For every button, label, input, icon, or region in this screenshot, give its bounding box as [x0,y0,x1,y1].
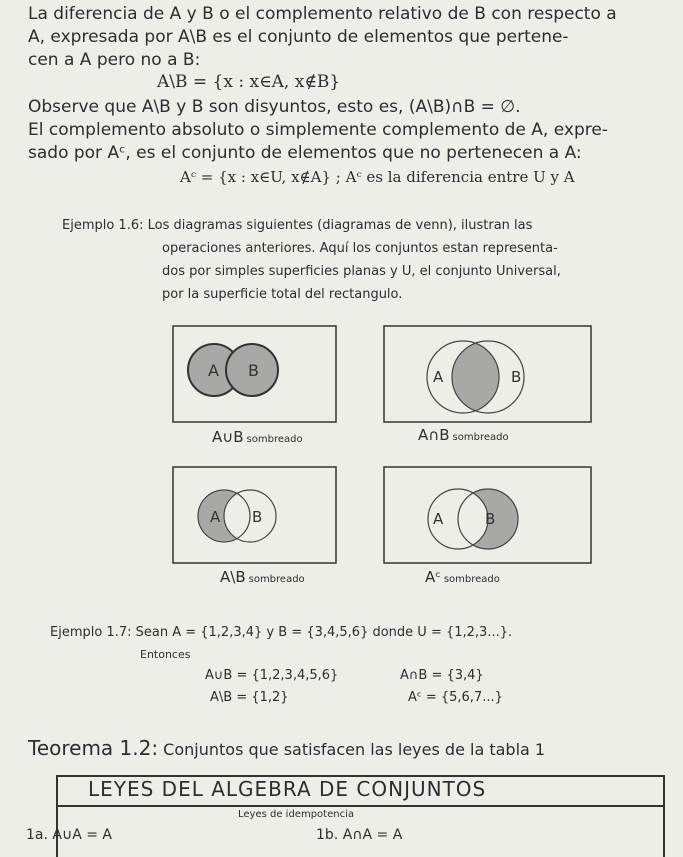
example17-comp: Aᶜ = {5,6,7...} [408,690,503,705]
union-label-a: A [208,361,219,380]
para1-line2: A, expresada por A\B es el conjunto de elementos que pertene- [28,27,569,47]
inter-label-b: B [511,368,522,386]
venn-complement-diagram [383,466,593,566]
example17-inter: A∩B = {3,4} [400,668,484,683]
intersection-caption: A∩B sombreado [418,426,509,444]
formula-complement: Aᶜ = {x : x∈U, x∉A} ; Aᶜ es la diferencia entre U y A [180,168,575,186]
comp-label-b: B [485,510,496,528]
para2: Observe que A\B y B son disyuntos, esto es, (A\B)∩B = ∅. [28,97,521,117]
formula-difference: A\B = {x : x∈A, x∉B} [157,72,341,92]
union-caption: A∪B sombreado [212,428,303,446]
law-1a: 1a. A∪A = A [26,827,112,843]
example17-line1: Ejemplo 1.7: Sean A = {1,2,3,4} y B = {3,4,5,6} donde U = {1,2,3...}. [50,625,513,640]
diff-label-b: B [252,508,263,526]
para3-line1: El complemento absoluto o simplemente complemento de A, expre- [28,120,608,140]
laws-table-title: LEYES DEL ALGEBRA DE CONJUNTOS [88,777,487,801]
para1-line3: cen a A pero no a B: [28,50,201,70]
para1-line1: La diferencia de A y B o el complemento relativo de B con respecto a [28,4,617,24]
example16-line1: Ejemplo 1.6: Los diagramas siguientes (diagramas de venn), ilustran las [62,218,533,233]
table-divider [58,805,663,807]
inter-label-a: A [433,368,444,386]
venn-union-diagram [172,325,338,425]
example16-line2: operaciones anteriores. Aquí los conjuntos estan representa- [162,241,558,256]
example17-union: A∪B = {1,2,3,4,5,6} [205,668,339,683]
union-label-b: B [248,361,259,380]
venn-intersection-diagram [383,325,593,425]
difference-caption: A\B sombreado [220,568,305,586]
example17-entonces: Entonces [140,648,191,661]
para3-line2: sado por Aᶜ, es el conjunto de elementos que no pertenecen a A: [28,143,582,163]
laws-table [26,775,665,857]
law-1b: 1b. A∩A = A [316,827,403,843]
laws-subtitle: Leyes de idempotencia [238,809,354,820]
example16-line3: dos por simples superficies planas y U, el conjunto Universal, [162,264,561,279]
theorem-heading: Teorema 1.2: Conjuntos que satisfacen las leyes de la tabla 1 [28,736,546,760]
diff-label-a: A [210,508,221,526]
venn-difference-diagram [172,466,338,566]
example16-line4: por la superficie total del rectangulo. [162,287,403,302]
comp-label-a: A [433,510,444,528]
complement-caption: Aᶜ sombreado [425,568,500,586]
example17-diff: A\B = {1,2} [210,690,289,705]
